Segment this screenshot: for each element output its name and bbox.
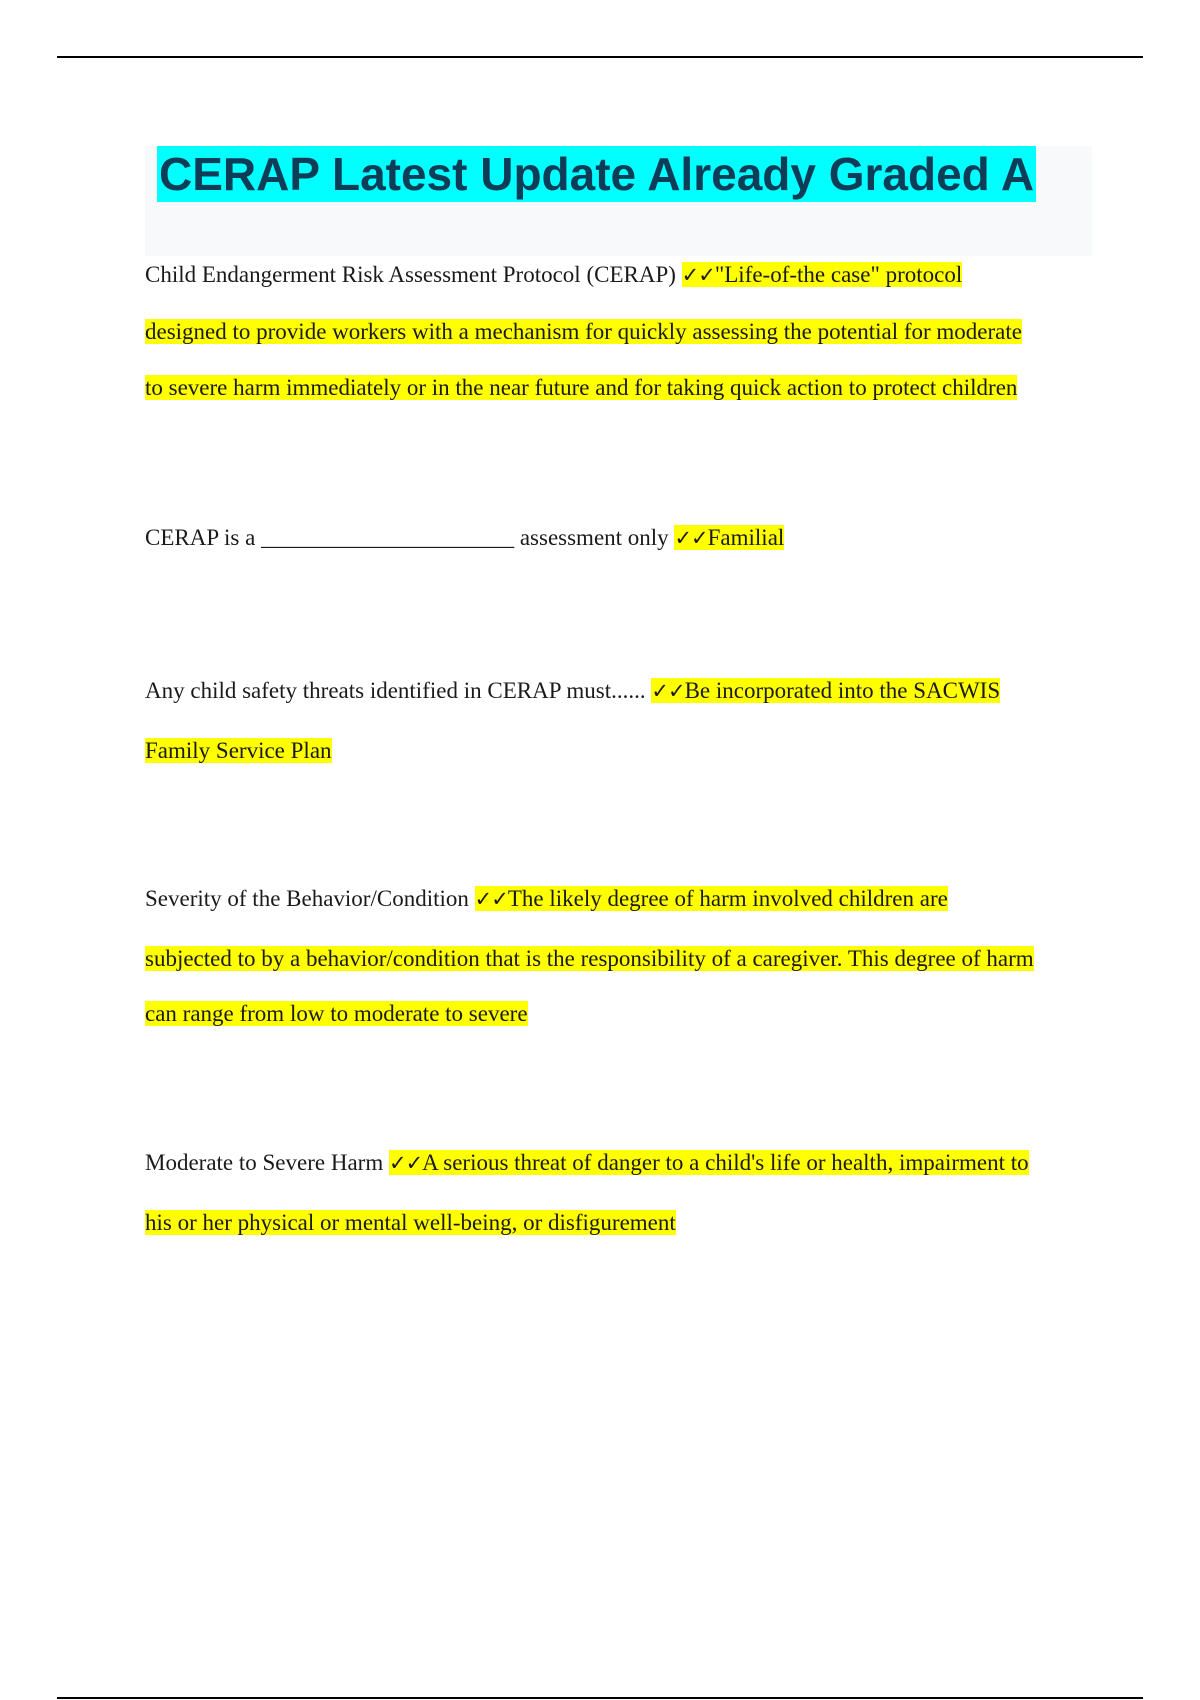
answer-highlight (674, 525, 784, 550)
qa-item-safety-threats (145, 674, 1085, 794)
answer-text: designed to provide workers with a mechanism for quickly assessing the potential for moderate (145, 319, 1022, 344)
answer-text: Familial (707, 525, 785, 550)
answer-text: "Life-of-the case" protocol (714, 262, 963, 287)
question-text: Moderate to Severe Harm (145, 1150, 389, 1175)
bottom-rule (57, 1697, 1143, 1699)
answer-highlight (682, 262, 963, 287)
qa-line (145, 315, 1085, 371)
answer-text: to severe harm immediately or in the near future and for taking quick action to protect children (145, 375, 1018, 400)
qa-line (145, 1146, 1085, 1206)
qa-line (145, 1206, 1085, 1266)
qa-line (145, 371, 1085, 428)
double-check-icon: ✓✓ (674, 526, 708, 550)
question-text: Any child safety threats identified in CERAP must...... (145, 678, 652, 703)
qa-line (145, 882, 1085, 942)
qa-item-severity (145, 882, 1085, 1057)
answer-text: can range from low to moderate to severe (145, 1001, 528, 1026)
qa-line (145, 674, 1085, 734)
answer-text: A serious threat of danger to a child's life or health, impairment to (422, 1150, 1029, 1175)
question-text: Severity of the Behavior/Condition (145, 886, 475, 911)
qa-line (145, 734, 1085, 794)
answer-text: subjected to by a behavior/condition that is the responsibility of a caregiver. This degree of harm (145, 946, 1034, 971)
question-text: Child Endangerment Risk Assessment Protocol (CERAP) (145, 262, 682, 287)
qa-line (145, 258, 1085, 315)
answer-highlight (651, 678, 1000, 703)
answer-text: The likely degree of harm involved children are (507, 886, 948, 911)
qa-item-cerap-definition (145, 258, 1085, 428)
qa-line (145, 997, 1085, 1057)
answer-highlight (389, 1150, 1029, 1175)
double-check-icon: ✓✓ (681, 263, 715, 287)
answer-text: Be incorporated into the SACWIS (684, 678, 1001, 703)
double-check-icon: ✓✓ (651, 679, 685, 703)
qa-line (145, 521, 1085, 555)
top-rule (57, 56, 1143, 58)
answer-text: his or her physical or mental well-being, or disfigurement (145, 1210, 676, 1235)
document-title: CERAP Latest Update Already Graded A (159, 148, 1035, 200)
qa-item-moderate-severe-harm (145, 1146, 1085, 1266)
question-text: CERAP is a ______________________ assessment only (145, 525, 675, 550)
answer-text: Family Service Plan (145, 738, 332, 763)
qa-item-assessment-type (145, 521, 1085, 555)
qa-line (145, 942, 1085, 997)
double-check-icon: ✓✓ (474, 887, 508, 911)
answer-highlight (475, 886, 948, 911)
double-check-icon: ✓✓ (388, 1151, 423, 1175)
